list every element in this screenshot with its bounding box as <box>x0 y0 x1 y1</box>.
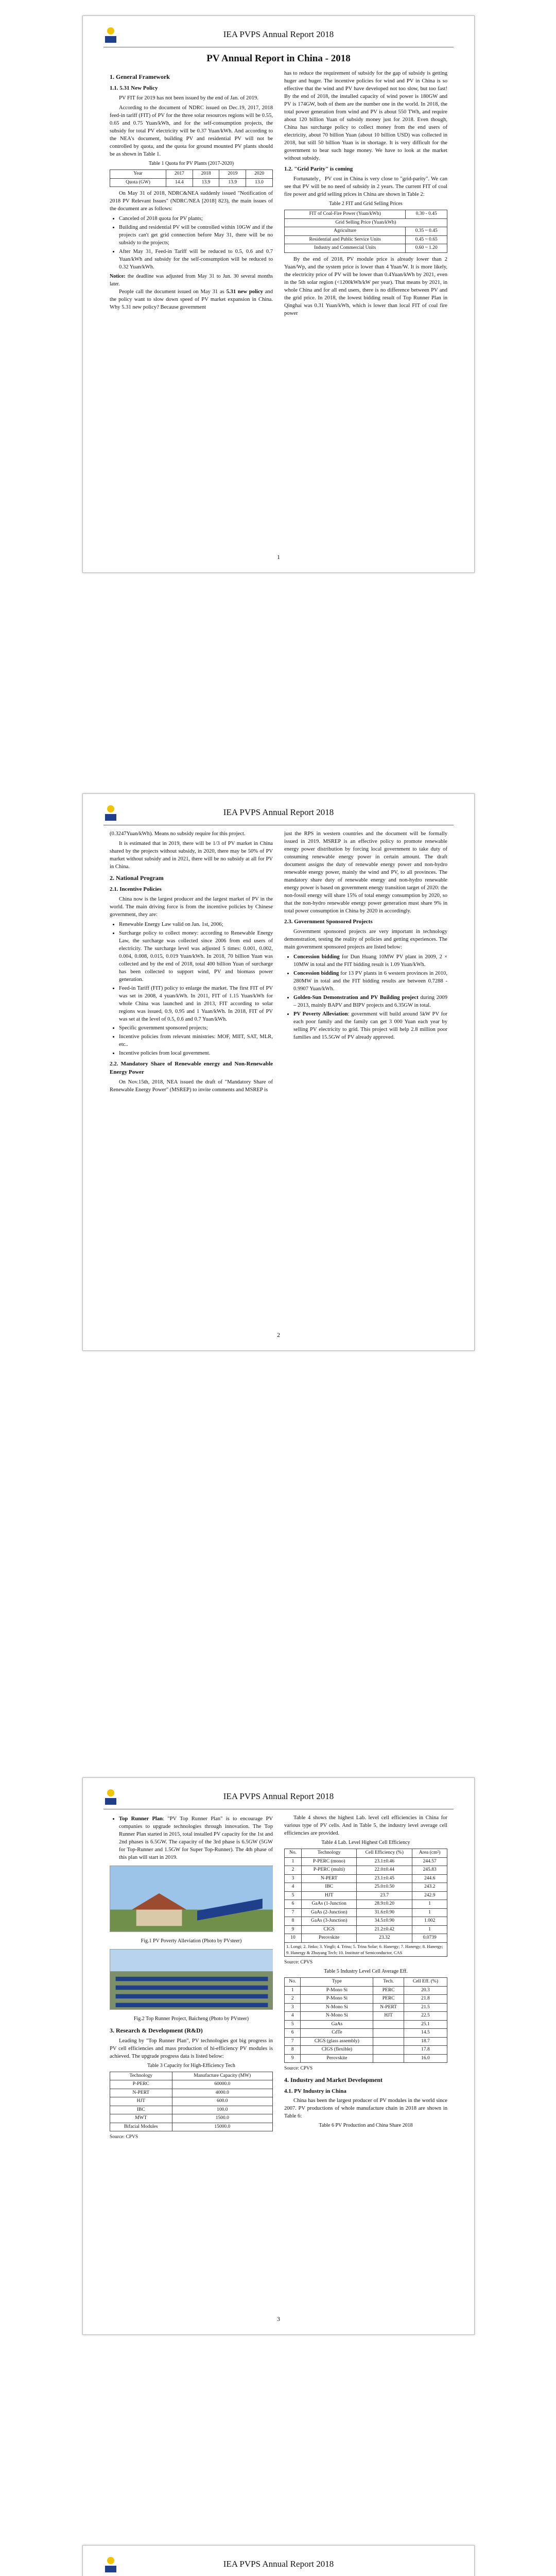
bullet-list: • Canceled of 2018 quota for PV plants; • Building and residential PV will be controlled within 10GW and if the projects can't get grid connection before May 31, there will be no subsidy to the projects; • After May 31, Feed-in Tariff will be reduced to 0.5, 0.6 and 0.7 Yuan/kWh and subsidy for the self-consumption will be reduced to 0.32 Yuan/kWh. <box>110 215 273 271</box>
lab-efficiency-table: No. Technology Cell Efficiency (%) Area (cm²) 1 P-PERC (mono) 23.1±0.46 244.57 2 P-PERC (multi) 22.0±0.44 245.83 3 N-PERT 23.1±0.45 244.6 4 IBC 25.0±0.50 243.2 5 HJT 23.7 242.9 6 GaAs (1-Junction 28.9±0.20 1 7 GaAs (2-Junction) 31.6±0.90 1 8 GaAs (3-Junction) 34.5±0.90 1.002 9 CIGS 21.2±0.42 1 10 Perovskite 23.32 0.0739 1. Longi; 2. Jinko; 3. Yingli; 4. Trina; 5. Trina Solar; 6. Hanergy; 7. Hanergy; 8. Hanergy; 9. Hanergy & Zhuyang Tech; 10. Institute of Semiconductor, CAS <box>284 1849 447 1956</box>
paragraph: (0.3247Yuan/kWh). Means no subsidy require for this project. <box>110 831 246 837</box>
table-caption: Table 1 Quota for PV Plants (2017-2020) <box>148 160 234 166</box>
header-title: IEA PVPS Annual Report 2018 <box>223 1791 334 1801</box>
paragraph: On May 31 of 2018, NDRC&NEA suddenly issued "Notification of 2018 PV Relevant Issues" (NDRC/NEA [2018] 823), the main issues of the document are as follows: <box>110 191 273 212</box>
paragraph: PV FIT for 2019 has not been issued by the end of Jan. of 2019. <box>119 95 258 101</box>
industry-efficiency-table: No. Type Tech. Cell Eff. (%) 1 P-Mono Si PERC 20.3 2 P-Mono Si PERC 21.8 3 N-Mono Si N-PERT 21.5 4 N-Mono Si HJT 22.5 5 GaAs 25.1 6 CdTe 14.5 7 CIGS (glass assembly) 18.7 8 CIGS (flexible) 17.8 9 Perovskite 16.0 <box>284 1977 447 2063</box>
subsection-heading: 2.1. Incentive Policies <box>110 886 162 893</box>
page-number: 2 <box>277 1331 280 1338</box>
header-title: IEA PVPS Annual Report 2018 <box>223 2559 334 2569</box>
fit-table: FIT of Coal-Fire Power (Yuan/kWh) 0.30 - 0.45 Grid Selling Price (Yuan/kWh) Agriculture 0.35 ~ 0.45 Residential and Public Service Units 0.45 ~ 0.65 Industry and Commercial Units 0.60 ~ 1.20 <box>284 210 447 252</box>
document-title: PV Annual Report in China - 2018 <box>206 53 351 64</box>
poverty-alleviation-photo <box>110 1866 273 1932</box>
page-4 <box>82 2545 475 2576</box>
column-right <box>284 70 447 541</box>
bullet-list: • Concession bidding for Dun Huang 10MW PV plant in 2009, 2 × 10MW in total and the FIT bidding result is 1.09 Yuan/kWh. • Concession bidding for 13 PV plants in 6 western provinces in 2010, 280MW in total and the FIT bidding results are between 0.7288 - 0.9907 Yuan/kWh. • Golden-Sun Demonstration and PV Building project during 2009 – 2013, mainly BAPV and BIPV projects and 6.35GW in total. • PV Poverty Alleviation: government will build around 5kW PV for each poor family and the family can get 3 000 Yuan each year by selling PV electricity to grid. This project will help 2.8 million poor families and 15.5GW of PV already approved. <box>284 953 447 1041</box>
page-1 <box>82 15 475 573</box>
table-source: Source: CPVS <box>284 2066 313 2072</box>
table-caption: Table 4 Lab. Level Highest Cell Efficiency <box>321 1840 410 1846</box>
section-heading: 3. Research & Development (R&D) <box>110 2026 203 2034</box>
column-left <box>110 830 273 1319</box>
page-number: 1 <box>277 553 280 561</box>
notice: Notice: the deadline was adjusted from May 31 to Jun. 30 several months later. <box>110 274 273 287</box>
page-2 <box>82 793 475 1351</box>
bullet-list: • Top Runner Plan: "PV Top Runner Plan" is to encourage PV companies to upgrade technologies through innovation. The Top Runner Plan started in 2015, total installed PV capacity for the 1st and 2nd phases is 6.5GW. The capacity of the 3rd phase is 6.5GW (5GW for Top-Runner and 1.5GW for Super Top-Runner). The 4th phase of this plan will start in 2019. <box>110 1815 273 1861</box>
figure-caption: Fig.2 Top Runner Project, Baicheng (Photo by PVsteer) <box>133 2016 249 2022</box>
table-caption: Table 2 FIT and Grid Selling Prices <box>329 201 403 207</box>
page-header <box>103 1787 454 1809</box>
column-right <box>284 830 447 1319</box>
column-left <box>110 70 273 541</box>
subsection-heading: 1.2. "Grid Parity" is coming <box>284 166 353 173</box>
page-header <box>103 2555 454 2576</box>
page-3 <box>82 1777 475 2335</box>
paragraph: On Nov.15th, 2018, NEA issued the draft of "Mandatory Share of Renewable Energy Power" (MSREP) to invite comments and MSREP is <box>110 1079 273 1093</box>
table-caption: Table 3 Capacity for High-Efficiency Tech <box>147 2062 235 2069</box>
paragraph: Fortunately，PV cost in China is very close to "grid-parity". We can see that PV will be no need of subsidy in 2 years. The current FIT of coal fire power and grid selling prices in China are shown in Table 2: <box>284 176 447 198</box>
paragraph: Government sponsored projects are very important in technology demonstration, testing the reality of policies and getting experiences. The main government sponsored projects are listed below: <box>284 928 447 951</box>
quota-table: Year 2017 2018 2019 2020 Quota (GW) 14.4 13.9 13.9 13.0 <box>110 170 273 187</box>
page-header <box>103 25 454 47</box>
subsection-heading: 4.1. PV Industry in China <box>284 2088 346 2094</box>
paragraph: It is estimated that in 2019, there will be 1/3 of PV market in China shared by the projects without subsidy, in 2020, there may be 50% of PV market without subsidy and in 2021, there will be no subsidy at all for PV in China. <box>110 841 273 870</box>
subsection-heading: 2.2. Mandatory Share of Renewable energy and Non-Renewable Energy Power <box>110 1061 273 1076</box>
subsection-heading: 1.1. 5.31 New Policy <box>110 85 158 92</box>
figure-caption: Fig.1 PV Poverty Alleviation (Photo by PVsteer) <box>141 1938 242 1944</box>
page-header <box>103 803 454 825</box>
capacity-table: Technology Manufacture Capacity (MW) P-PERC 60000.0 N-PERT 4000.0 HJT 600.0 IBC 100.0 MWT 1500.0 Bifacial Modules 15000.0 <box>110 2072 273 2131</box>
section-heading: 2. National Program <box>110 874 164 882</box>
table-source: Source: CPVS <box>110 2134 138 2140</box>
paragraph: China now is the largest producer and the largest market of PV in the world. The main driving force is from the incentive policies by Chinese government, they are: <box>110 896 273 918</box>
paragraph: By the end of 2018, PV module price is already lower than 2 Yuan/Wp, and the system price is lower than 4 Yuan/W. It is more likely, the electricity price of PV will be lower than 0.4Yuan/kWh by 2021, even in the 5th solar region (<1200kWh/kW per year). That means by 2021, in whole China and for all end users, there is no difference between PV and the grid price. In 2018, the lowest bidding result of Top Runner Plan in Qinghai was 0.31 Yuan/kWh, which is lower than local FIT of coal fire power <box>284 256 447 316</box>
paragraph: Table 4 shows the highest Lab. level cell efficiencies in China for various type of PV cells. And in Table 5, the industry level average cell efficiencies are provided. <box>284 1815 447 1837</box>
paragraph: People call the document issued on May 31 as 5.31 new policy and the policy want to slow down speed of PV market expansion in China. Why 5.31 new policy? Because government <box>110 289 273 310</box>
paragraph: Leading by "Top Runner Plan", PV technologies got big progress in PV cell efficiencies and mass production of hi-efficiency PV modules is achieved. The upgrade progress data is listed below: <box>110 2038 273 2059</box>
paragraph: According to the document of NDRC issued on Dec.19, 2017, 2018 feed-in tariff (FIT) of PV for the three solar resources regions will be 0.55, 0.65 and 0.75 Yuan/kWh, and for the self-consumption projects, the subsidy for total PV electricity will be 0.37 Yuan/kWh. And according to the NEA's document, building PV and residential PV will not be controlled by quota, and the quota for ground mounted PV plants should be as shown in Table 1. <box>110 105 273 157</box>
paragraph: just the RPS in western countries and the document will be formally issued in 2019. MSREP is an effective policy to promote renewable energy power distribution by forcing local government to take duty of consuming renewable energy power in certain amount. The draft document assigns the duty of renewable energy power and non-hydro renewable energy power, mainly the wind and PV, to all provinces. The mandatory share duty of renewable energy and non-hydro renewable energy power is based on government energy transition target of 2020: the non-fossil energy will share 15% of total energy consumption by 2020, so that the non-hydro renewable energy power generation must share 9% in total power consumption in China by 2020 in accordingly. <box>284 831 447 914</box>
top-runner-photo <box>110 1949 273 2010</box>
section-heading: 1. General Framework <box>110 73 170 80</box>
column-right <box>284 1814 447 2303</box>
paragraph: China has been the largest producer of PV modules in the world since 2007. PV productions of whole manufacture chain in 2018 are shown in Table 6: <box>284 2098 447 2120</box>
header-title: IEA PVPS Annual Report 2018 <box>223 29 334 39</box>
paragraph: has to reduce the requirement of subsidy for the gap of subsidy is getting huger and huger. The incentive policies for wind and PV in China is so effective that the wind and PV have developed not too slow, but too fast! By the end of 2018, the installed capacity of wind power is 180GW and PV is 174GW, both of them are the number one in the world. In 2018, the total power generation from wind and PV is about 550 TWh, and require about 120 billion Yuan of subsidy money just for 2018. Even though, China has surcharge policy to collect money from the end users of electricity, about 70 billion Yuan (about 10 billion USD) was collected in 2018, but still 50 billion Yuan is in shortage. It is very difficult for the government to bear such huge money. We have to look at the market without subsidy. <box>284 71 447 162</box>
table-source: Source: CPVS <box>284 1959 313 1965</box>
column-left <box>110 1814 273 2303</box>
bullet-list: • Renewable Energy Law valid on Jan. 1st, 2006; • Surcharge policy to collect money: according to Renewable Energy Law, the surcharge was collected since 2006 from end users of electricity. The surcharge level was adjusted 5 times: 0.001, 0.002, 0.004, 0.008, 0.015, 0.019 Yuan/kWh. In 2018, 70 billion Yuan was collected and by the end of 2018, total 400 billion Yuan of surcharge has been collected to support wind, PV and biomass power generation. • Feed-in Tariff (FIT) policy to enlarge the market. The first FIT of PV was set in 2008, 4 yuan/kWh. In 2011, FIT of 1.15 Yuan/kWh for whole China was launched and in 2013, FIT according to solar regions was issued, 0.9, 0.95 and 1 Yuan/kWh. In 2018, FIT of PV was set at the level of 0.5, 0.6 and 0.7 Yuan/kWh. • Specific government sponsored projects; • Incentive policies from relevant ministries: MOF, MIIT, SAT, MLR, etc.. • Incentive policies from local government. <box>110 921 273 1058</box>
header-title: IEA PVPS Annual Report 2018 <box>223 807 334 817</box>
subsection-heading: 2.3. Government Sponsored Projects <box>284 919 373 925</box>
table-caption: Table 5 Industry Level Cell Average Eff. <box>324 1969 408 1975</box>
table-caption: Table 6 PV Production and China Share 2018 <box>319 2123 413 2129</box>
page-number: 3 <box>277 2315 280 2323</box>
section-heading: 4. Industry and Market Development <box>284 2076 383 2083</box>
